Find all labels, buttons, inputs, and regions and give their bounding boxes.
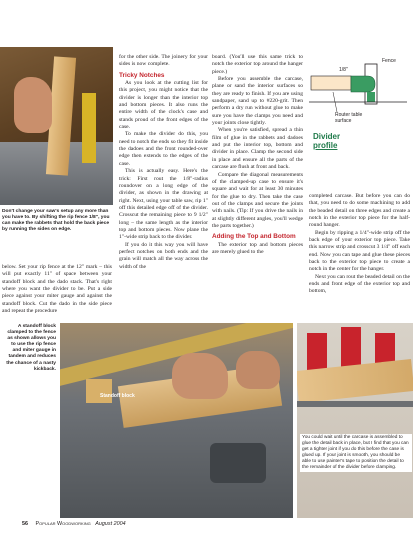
body-text: This is actually easy. Here's the trick: First rout the 1/8"-radius roundover on a long edge of the divider, as shown in the drawing at right. Next, using your table saw, rip 1" off this detailed edge off of the divider. Crosscut the remaining piece to 9 1/2" long – the same length as the interior top and bottom pieces. Now plane the 1"-wide strip back to the divider.	[119, 168, 208, 241]
body-text: The exterior top and bottom pieces are merely glued to the	[212, 241, 303, 255]
dimension-label: 1/8"	[339, 67, 348, 73]
divider-board	[311, 76, 351, 90]
page-footer	[22, 521, 126, 527]
diagram-divider-profile	[307, 56, 411, 152]
text-column-far-right	[309, 193, 410, 296]
body-text: When you're satisfied, spread a thin film of glue in the rabbets and dadoes and put the interior top, bottom and divider in place. Clamp the second side in place and ensure all the parts of the carcase are flush at front and back.	[212, 127, 303, 171]
text-column-left	[2, 264, 112, 315]
section-heading: Adding the Top and Bottom	[212, 233, 296, 241]
fence-yellow	[82, 93, 96, 163]
body-text: Begin by ripping a 1/4"-wide strip off the back edge of your exterior top piece. Take this narrow strip and crosscut 3 1/4" off each end. Now you can tape and glue these pieces back to the exterior top piece to create a notch in the center for the hanger.	[309, 229, 410, 273]
body-text: If you do it this way you will have perfect notches on both ends and the grain will match all the way across the width of the	[119, 241, 208, 270]
body-text: board. (You'll use this same trick to notch the exterior top around the hanger piece.)	[212, 54, 303, 75]
body-text: To make the divider do this, you need to notch the ends so they fit inside the dadoes and the front rounded-over edge then extends to the edges of the case.	[119, 131, 208, 167]
bit-shank	[367, 92, 375, 102]
issue-date: August 2004	[95, 521, 126, 527]
photo-rip-fence-setup	[0, 47, 113, 205]
photo-label-standoff: Standoff block	[100, 393, 135, 399]
diagram-title-line: Divider	[313, 132, 341, 141]
hand-shape	[14, 77, 52, 133]
body-text: Next you can rout the beaded detail on the ends and front edge of the exterior top and bottom,	[309, 273, 410, 295]
photo-standoff-block	[60, 323, 293, 518]
body-text: Before you assemble the carcase, plane or sand the interior surfaces so they are ready to finish. If you are using sandpaper, sand up to #220-grit. Then perform a dry run without glue to make sure you have the clamps you need and your joints close tightly.	[212, 76, 303, 127]
body-text: completed carcase. But before you can do that, you need to do some machining to add the beaded detail on three edges and create a notch in the exterior top piece for the half-round hanger.	[309, 193, 410, 229]
standoff-block-shape	[86, 379, 112, 403]
roundover-bit	[351, 76, 375, 92]
hand-right	[236, 351, 280, 389]
page-number: 56	[22, 521, 28, 527]
photo-detail-glue-up	[297, 323, 413, 518]
body-text: below. Set your rip fence at the 12" mark – this will put exactly 11" of space between your standoff block and the dado stack. That's right where you want the divider to be. Put a side piece against your miter gauge and against the standoff block. Cut the dado in the side piece and repeat the procedure	[2, 264, 112, 315]
text-column-middle	[119, 54, 208, 271]
body-text: As you look at the cutting list for this project, you might notice that the divider is longer than the interior top and bottom pieces. It also runs the entire width of the clock's case and stands proud of the front edges of the case.	[119, 80, 208, 131]
caption-standoff-block: A standoff block clamped to the fence as shown allows you to use the rip fence and miter gauge in tandem and reduces the chance of a nasty kickback.	[6, 324, 56, 372]
miter-gauge	[210, 443, 266, 483]
hand-left	[172, 353, 228, 399]
bit-label: Router table surface	[335, 112, 363, 124]
clamp-bar	[297, 401, 413, 407]
fence-label: Fence	[382, 58, 396, 64]
text-column-right	[212, 54, 303, 256]
body-text: Compare the diagonal measurements of the clamped-up case to ensure it's square and wait for at least 30 minutes for the glue to dry. Then take the case out of the clamps and secure the joints with nails. (Tip: If you drive the nails in at slightly different angles, you'll wedge the parts together.)	[212, 171, 303, 229]
caption-detail-glue-up: You could wait until the carcase is assembled to glue the detail back in place, but I find that you can get a tighter joint if you do this before the case is glued up. If your joint is smooth, you should be able to use painter's tape to position the detail to the remainder of the divider before clamping.	[300, 434, 412, 472]
magazine-name: Popular Woodworking	[35, 521, 91, 527]
caption-rip-fence: Don't change your saw's setup any more than you have to. By shifting the rip fence 1/8", you can make the rabbets that hold the back piece by running the sides on edge.	[2, 209, 110, 232]
diagram-title	[313, 132, 340, 150]
diagram-title-line: profile	[313, 141, 338, 150]
body-text: for the other side. The joinery for your sides is now complete.	[119, 54, 208, 68]
section-heading: Tricky Notches	[119, 71, 165, 79]
